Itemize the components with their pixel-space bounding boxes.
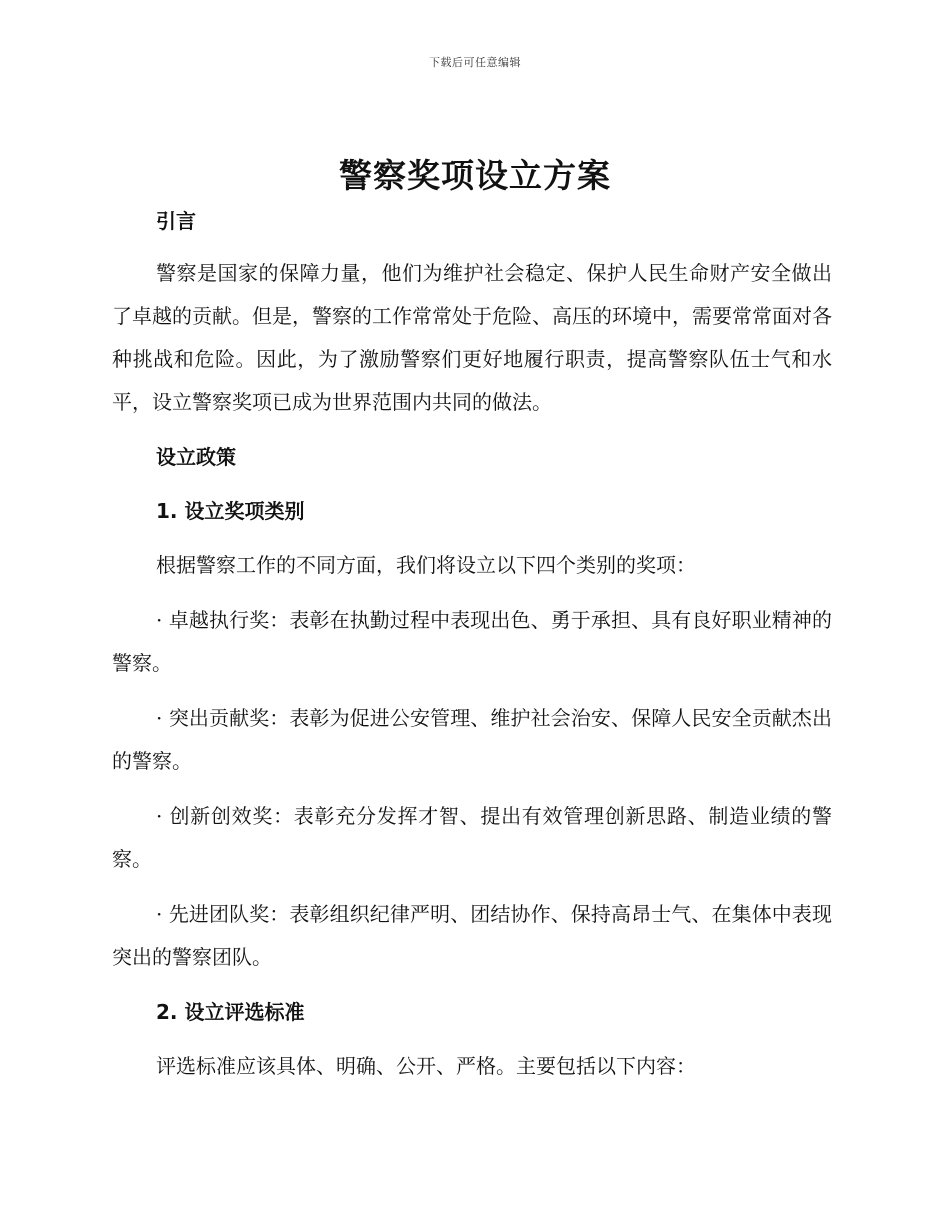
criteria-heading: 2. 设立评选标准: [156, 1000, 305, 1024]
category-heading: 1. 设立奖项类别: [156, 499, 305, 523]
category-intro: 根据警察工作的不同方面，我们将设立以下四个类别的奖项：: [156, 553, 696, 577]
header-note: 下载后可任意编辑: [429, 56, 521, 69]
policy-heading: 设立政策: [156, 445, 236, 469]
document-title: 警察奖项设立方案: [339, 156, 611, 195]
category-item-team: · 先进团队奖：表彰组织纪律严明、团结协作、保持高昂士气、在集体中表现突出的警察团队。: [112, 902, 832, 969]
intro-heading: 引言: [156, 209, 196, 233]
intro-paragraph: 警察是国家的保障力量，他们为维护社会稳定、保护人民生命财产安全做出了卓越的贡献。但是，警察的工作常常处于危险、高压的环境中，需要常常面对各种挑战和危险。因此，为了激励警察们更好地履行职责，提高警察队伍士气和水平，设立警察奖项已成为世界范围内共同的做法。: [112, 261, 832, 414]
criteria-intro: 评选标准应该具体、明确、公开、严格。主要包括以下内容：: [156, 1054, 696, 1078]
category-item-innovation: · 创新创效奖：表彰充分发挥才智、提出有效管理创新思路、制造业绩的警察。: [112, 804, 832, 871]
document-body: [112, 200, 832, 1088]
category-item-excellence: · 卓越执行奖：表彰在执勤过程中表现出色、勇于承担、具有良好职业精神的警察。: [112, 608, 832, 675]
category-item-contribution: · 突出贡献奖：表彰为促进公安管理、维护社会治安、保障人民安全贡献杰出的警察。: [112, 706, 832, 773]
